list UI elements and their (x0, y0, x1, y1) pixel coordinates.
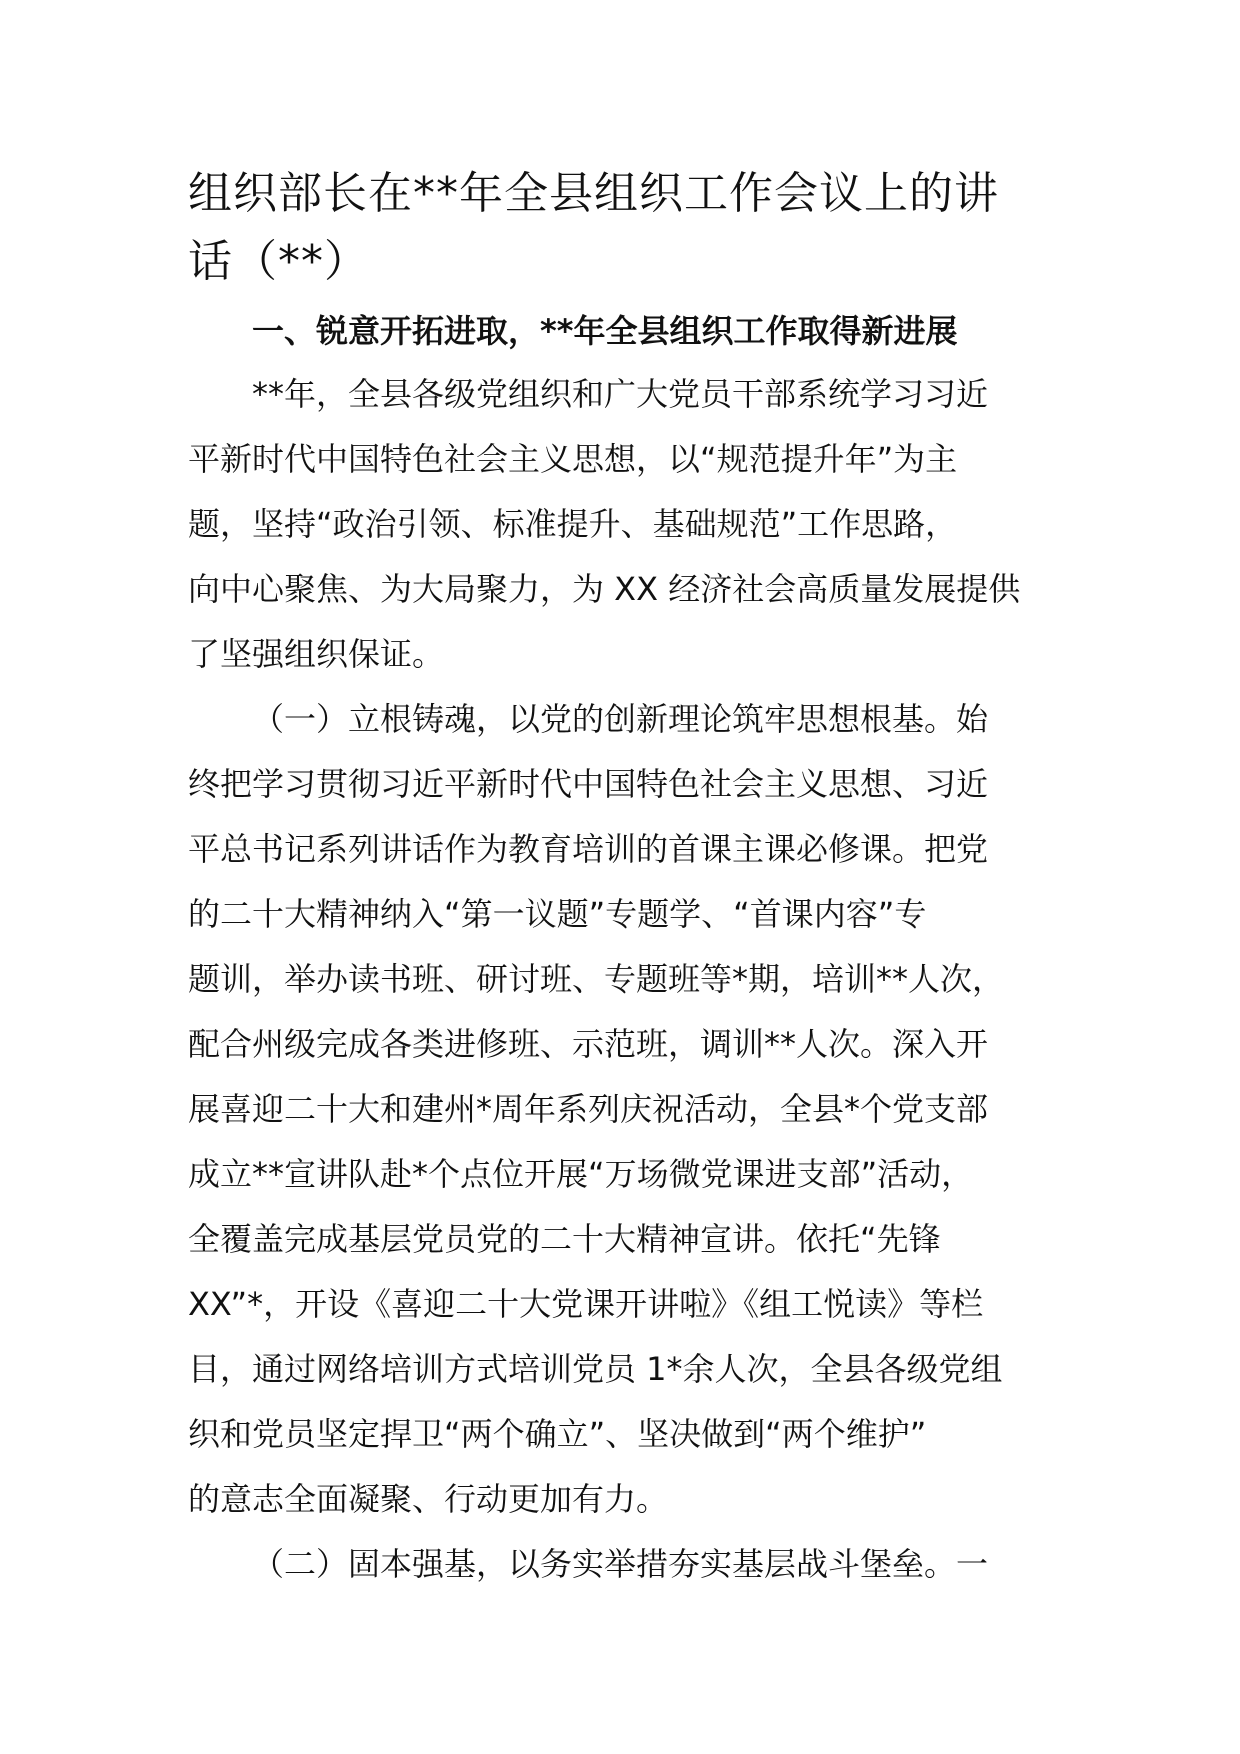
document-page (188, 160, 1058, 1597)
paragraph-line: 配合州级完成各类进修班、示范班，调训**人次。深入开 (188, 1025, 989, 1063)
document-title (188, 160, 1058, 296)
paragraph-line: **年，全县各级党组织和广大党员干部系统学习习近 (252, 375, 989, 413)
title-line-1: 组织部长在**年全县组织工作会议上的讲 (188, 168, 999, 219)
paragraph-line: 织和党员坚定捍卫“两个确立”、坚决做到“两个维护” (188, 1415, 927, 1453)
paragraph-line: 题训，举办读书班、研讨班、专题班等*期，培训**人次， (188, 960, 1005, 998)
paragraph-line: 全覆盖完成基层党员党的二十大精神宣讲。依托“先锋 (188, 1220, 941, 1258)
title-line-2: 话（**） (188, 236, 369, 287)
paragraph-line: 向中心聚焦、为大局聚力，为 XX 经济社会高质量发展提供 (188, 570, 1021, 608)
paragraph-line: 平总书记系列讲话作为教育培训的首课主课必修课。把党 (188, 830, 989, 868)
section-heading: 一、锐意开拓进取，**年全县组织工作取得新进展 (252, 312, 958, 350)
paragraph-line: 了坚强组织保证。 (188, 635, 445, 673)
paragraph-line: 终把学习贯彻习近平新时代中国特色社会主义思想、习近 (188, 765, 989, 803)
paragraph-line: XX”*，开设《喜迎二十大党课开讲啦》《组工悦读》等栏 (188, 1285, 984, 1323)
paragraph-line: （二）固本强基，以务实举措夯实基层战斗堡垒。一 (252, 1545, 989, 1583)
paragraph-line: 的意志全面凝聚、行动更加有力。 (188, 1480, 669, 1518)
paragraph-line: 的二十大精神纳入“第一议题”专题学、“首课内容”专 (188, 895, 927, 933)
paragraph-1 (188, 362, 1058, 687)
paragraph-line: 平新时代中国特色社会主义思想，以“规范提升年”为主 (188, 440, 958, 478)
paragraph-line: 目，通过网络培训方式培训党员 1*余人次，全县各级党组 (188, 1350, 1003, 1388)
paragraph-2 (188, 687, 1058, 1532)
paragraph-line: 题，坚持“政治引领、标准提升、基础规范”工作思路， (188, 505, 958, 543)
paragraph-line: 成立**宣讲队赴*个点位开展“万场微党课进支部”活动， (188, 1155, 974, 1193)
paragraph-3 (188, 1532, 1058, 1597)
paragraph-line: （一）立根铸魂，以党的创新理论筑牢思想根基。始 (252, 700, 989, 738)
paragraph-line: 展喜迎二十大和建州*周年系列庆祝活动，全县*个党支部 (188, 1090, 989, 1128)
